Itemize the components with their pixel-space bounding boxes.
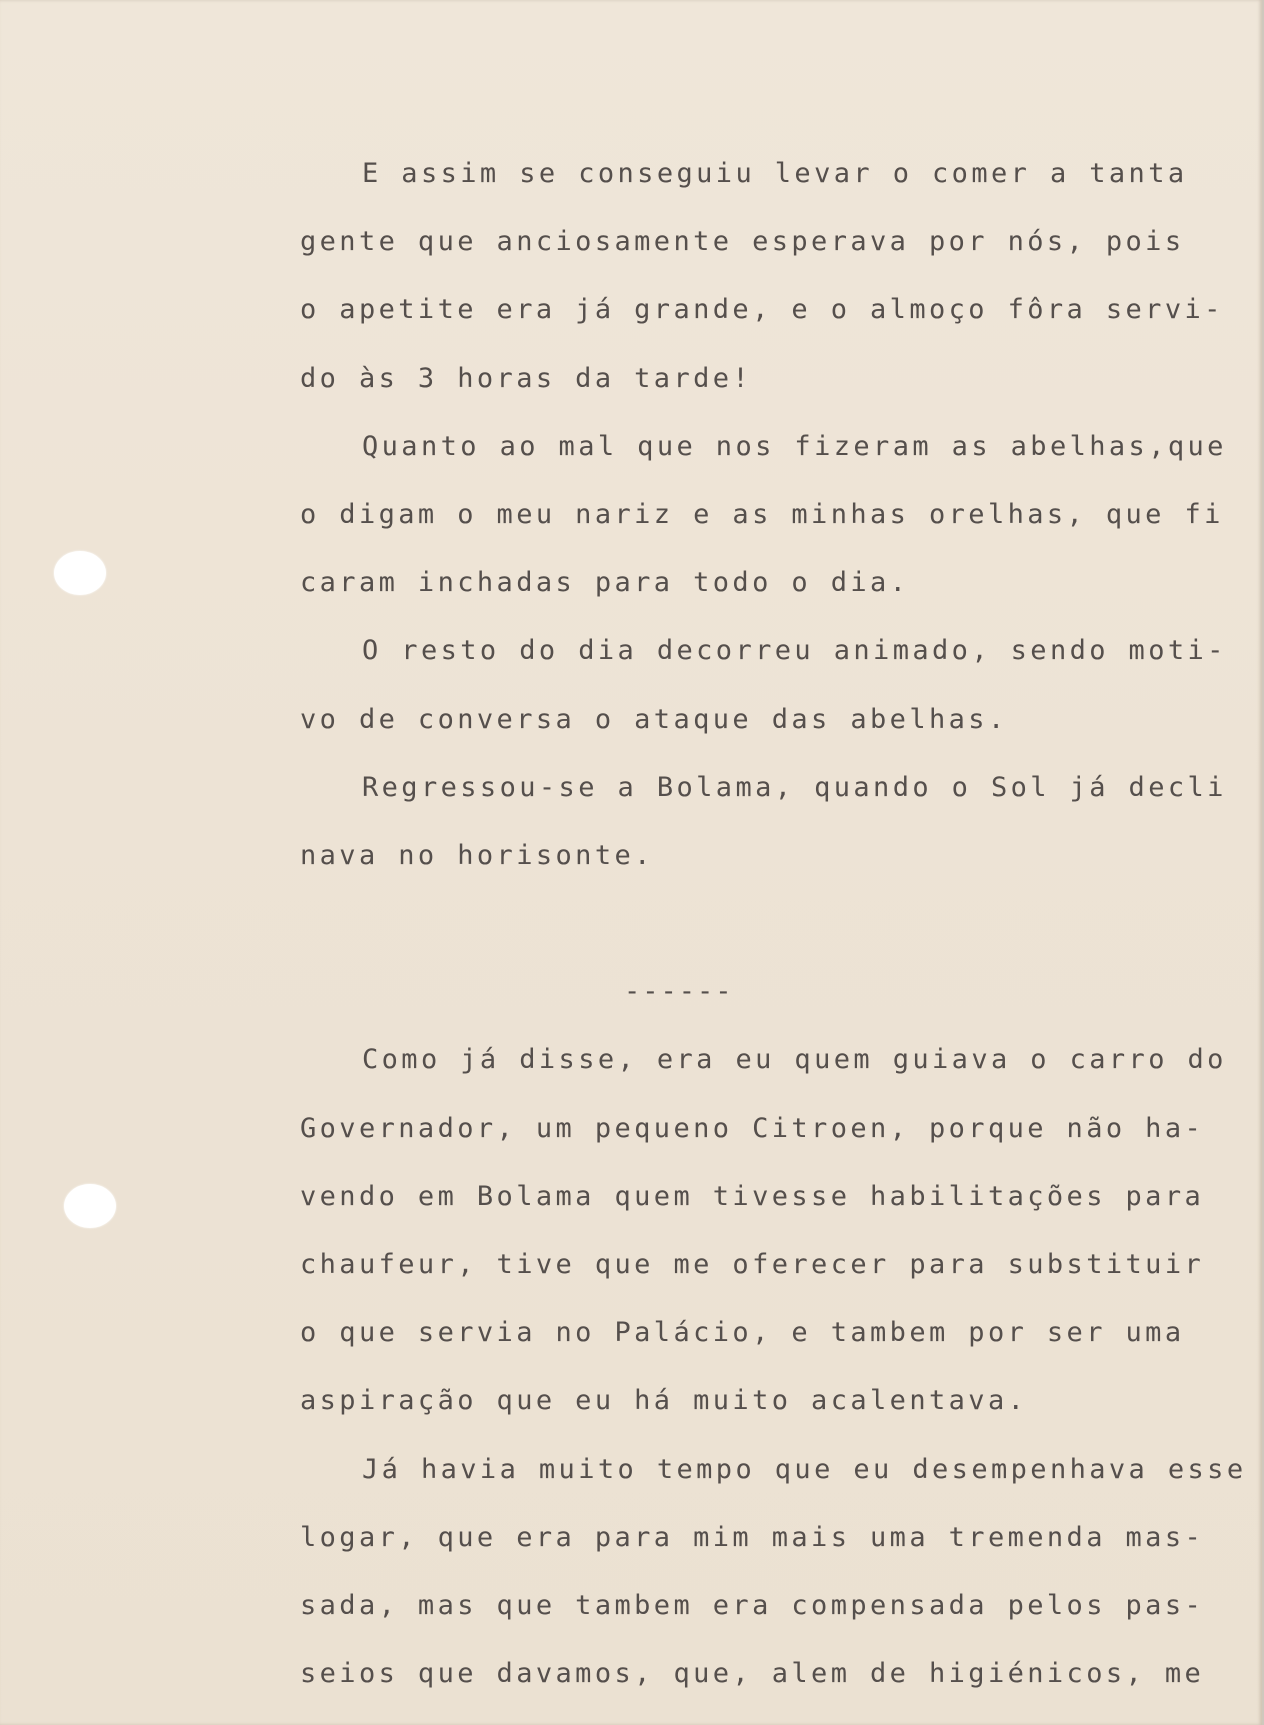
text-line: O resto do dia decorreu animado, sendo moti- bbox=[362, 635, 1227, 667]
text-line: vendo em Bolama quem tivesse habilitações para bbox=[300, 1180, 1205, 1212]
text-line: Regressou-se a Bolama, quando o Sol já decli bbox=[362, 771, 1227, 803]
text-line: Já havia muito tempo que eu desempenhava esse bbox=[362, 1453, 1247, 1485]
punch-hole bbox=[64, 1184, 116, 1228]
blank-line bbox=[300, 890, 1250, 958]
text-line: sada, mas que tambem era compensada pelos pas- bbox=[300, 1589, 1205, 1621]
text-line: do às 3 horas da tarde! bbox=[300, 362, 753, 394]
text-line: o digam o meu nariz e as minhas orelhas, que fi bbox=[300, 498, 1224, 530]
punch-hole bbox=[54, 551, 106, 595]
text-line: o que servia no Palácio, e tambem por ser uma bbox=[300, 1317, 1185, 1349]
text-line: Como já disse, era eu quem guiava o carro do bbox=[362, 1044, 1227, 1076]
text-line: nava no horisonte. bbox=[300, 839, 654, 871]
text-line: vo de conversa o ataque das abelhas. bbox=[300, 703, 1008, 735]
text-line: gente que anciosamente esperava por nós, pois bbox=[300, 226, 1185, 258]
text-line: o apetite era já grande, e o almoço fôra servi- bbox=[300, 294, 1224, 326]
text-line: Quanto ao mal que nos fizeram as abelhas,que bbox=[362, 430, 1227, 462]
text-line: aspiração que eu há muito acalentava. bbox=[300, 1385, 1028, 1417]
section-separator: ------ bbox=[624, 976, 734, 1008]
text-line: logar, que era para mim mais uma tremenda mas- bbox=[300, 1521, 1205, 1553]
text-line: caram inchadas para todo o dia. bbox=[300, 567, 910, 599]
text-line: E assim se conseguiu levar o comer a tanta bbox=[362, 158, 1188, 189]
typed-text-body bbox=[300, 140, 1250, 1708]
text-line: chaufeur, tive que me oferecer para substituir bbox=[300, 1249, 1205, 1280]
text-line: Governador, um pequeno Citroen, porque não ha- bbox=[300, 1112, 1205, 1144]
text-line: seios que davamos, que, alem de higiénicos, me bbox=[300, 1658, 1205, 1690]
